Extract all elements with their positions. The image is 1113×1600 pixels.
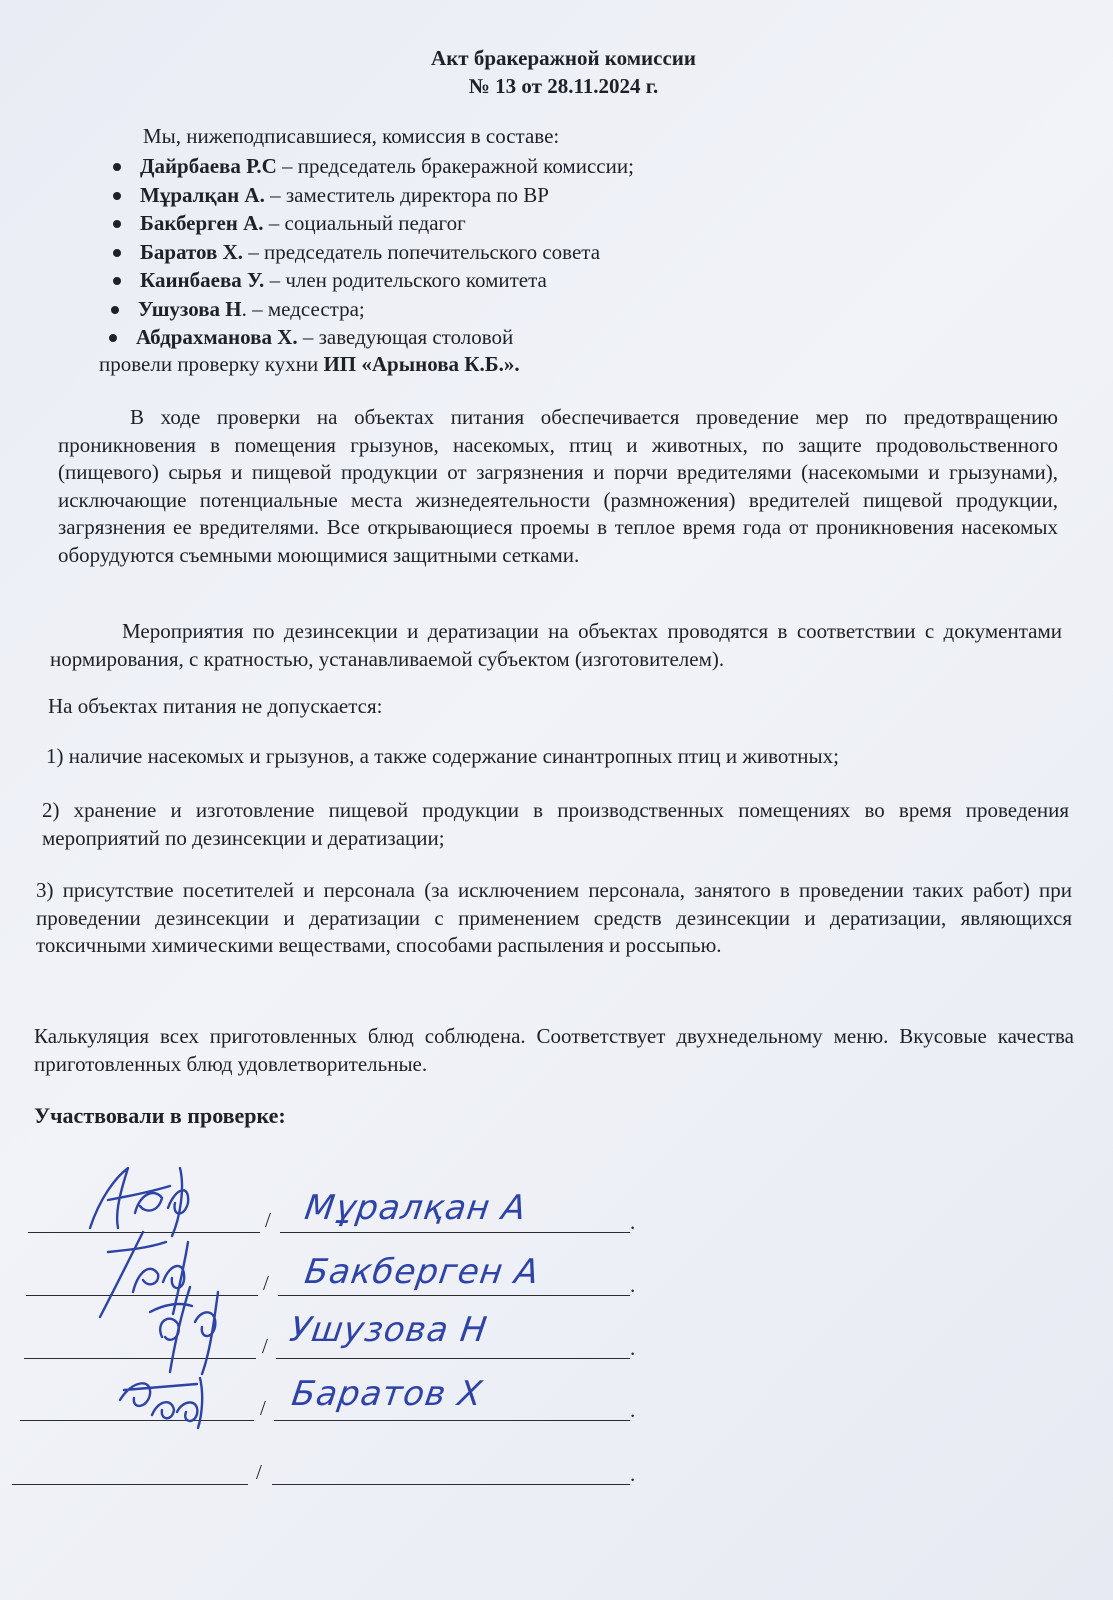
member-item — [104, 323, 634, 352]
signature-line — [28, 1232, 260, 1233]
name-line — [278, 1295, 630, 1296]
signature-line — [20, 1420, 254, 1421]
paragraph-calculation: Калькуляция всех приготовленных блюд соблюдена. Соответствует двухнедельному меню. Вкусовые качества приготовленных блюд удовлетворительные. — [34, 1024, 1074, 1076]
handwritten-name: Ушузова Н — [287, 1310, 490, 1350]
member-item — [108, 266, 634, 295]
separator-slash: / — [256, 1460, 262, 1484]
name-line — [280, 1232, 630, 1233]
name-line — [272, 1484, 630, 1485]
member-role: – заведующая столовой — [297, 325, 514, 349]
member-item — [108, 238, 634, 267]
line-terminator: . — [630, 1398, 636, 1422]
title-line-2: № 13 от 28.11.2024 г. — [468, 74, 659, 98]
handwritten-name: Баратов Х — [289, 1374, 486, 1414]
inspection-subject — [99, 352, 520, 377]
member-name: Абдрахманова Х. — [136, 325, 298, 349]
not-allowed-heading: На объектах питания не допускается: — [48, 694, 383, 718]
member-item — [108, 152, 634, 181]
signature-line — [26, 1295, 258, 1296]
signature-line — [24, 1358, 256, 1359]
separator-slash: / — [263, 1271, 269, 1295]
member-role: . – медсестра; — [241, 296, 365, 321]
not-allowed-item-1: 1) наличие насекомых и грызунов, а также содержание синантропных птиц и животных; — [46, 744, 839, 768]
member-role: – член родительского комитета — [264, 268, 547, 292]
separator-slash: / — [260, 1396, 266, 1420]
member-name: Ушузова Н — [138, 296, 242, 321]
line-terminator: . — [630, 1273, 636, 1297]
member-name: Бакберген А. — [140, 211, 264, 235]
title-line-1: Акт бракеражной комиссии — [431, 46, 696, 70]
inspection-prefix: провели проверку кухни — [99, 352, 324, 376]
name-line — [274, 1420, 630, 1421]
signature-scribble — [80, 1158, 210, 1238]
member-name: Мұралқан А. — [140, 182, 265, 207]
member-item — [108, 209, 634, 238]
signature-scribble — [112, 1370, 222, 1430]
document-title — [0, 44, 1113, 100]
separator-slash: / — [265, 1208, 271, 1232]
name-line — [276, 1358, 630, 1359]
member-item — [108, 181, 634, 210]
separator-slash: / — [262, 1334, 268, 1358]
member-item — [106, 295, 634, 324]
commission-intro: Мы, нижеподписавшиеся, комиссия в составе: — [143, 124, 560, 148]
member-role: – председатель попечительского совета — [243, 239, 601, 264]
participants-heading: Участвовали в проверке: — [34, 1103, 286, 1128]
signature-scribble — [140, 1282, 230, 1377]
member-name: Дайрбаева Р.С — [140, 154, 277, 178]
commission-members-list — [108, 152, 634, 352]
handwritten-name: Бакберген А — [302, 1252, 543, 1292]
inspection-entity: ИП «Арынова К.Б.». — [323, 352, 520, 376]
member-name: Каинбаева У. — [140, 268, 265, 292]
handwritten-name: Мұралқан А — [302, 1188, 530, 1228]
member-name: Баратов Х. — [140, 239, 244, 264]
paragraph-disinfection: Мероприятия по дезинсекции и дератизации на объектах проводятся в соответствии с документами нормирования, с кратностью, устанавливаемой субъектом (изготовителем). — [50, 619, 1062, 671]
signature-scribble — [88, 1222, 208, 1322]
member-role: – председатель бракеражной комиссии; — [276, 154, 634, 178]
line-terminator: . — [630, 1336, 636, 1360]
member-role: – заместитель директора по ВР — [264, 182, 549, 207]
not-allowed-item-2: 2) хранение и изготовление пищевой продукции в производственных помещениях во время проведения мероприятий по дезинсекции и дератизации; — [42, 798, 1069, 850]
line-terminator: . — [630, 1462, 636, 1486]
member-role: – социальный педагог — [263, 211, 466, 235]
line-terminator: . — [630, 1210, 636, 1234]
paragraph-pest-control: В ходе проверки на объектах питания обеспечивается проведение мер по предотвращению проникновения в помещения грызунов, насекомых, птиц и животных, по защите продовольственного (пищевого) сырья и пищевой продукции от загрязнения и порчи вредителями (насекомыми и грызунами), исключающие потенциальные места жизнедеятельности (размножения) вредителей пищевой продукции, загрязнения ее вредителями. Все открывающиеся проемы в теплое время года от проникновения насекомых оборудуются съемными моющимися защитными сетками. — [58, 405, 1058, 567]
signature-line — [12, 1484, 248, 1485]
not-allowed-item-3: 3) присутствие посетителей и персонала (за исключением персонала, занятого в проведении таких работ) при проведении дезинсекции и дератизации с применением средств дезинсекции и дератизации, являющихся токсичными химическими веществами, способами распыления и россыпью. — [36, 878, 1072, 957]
